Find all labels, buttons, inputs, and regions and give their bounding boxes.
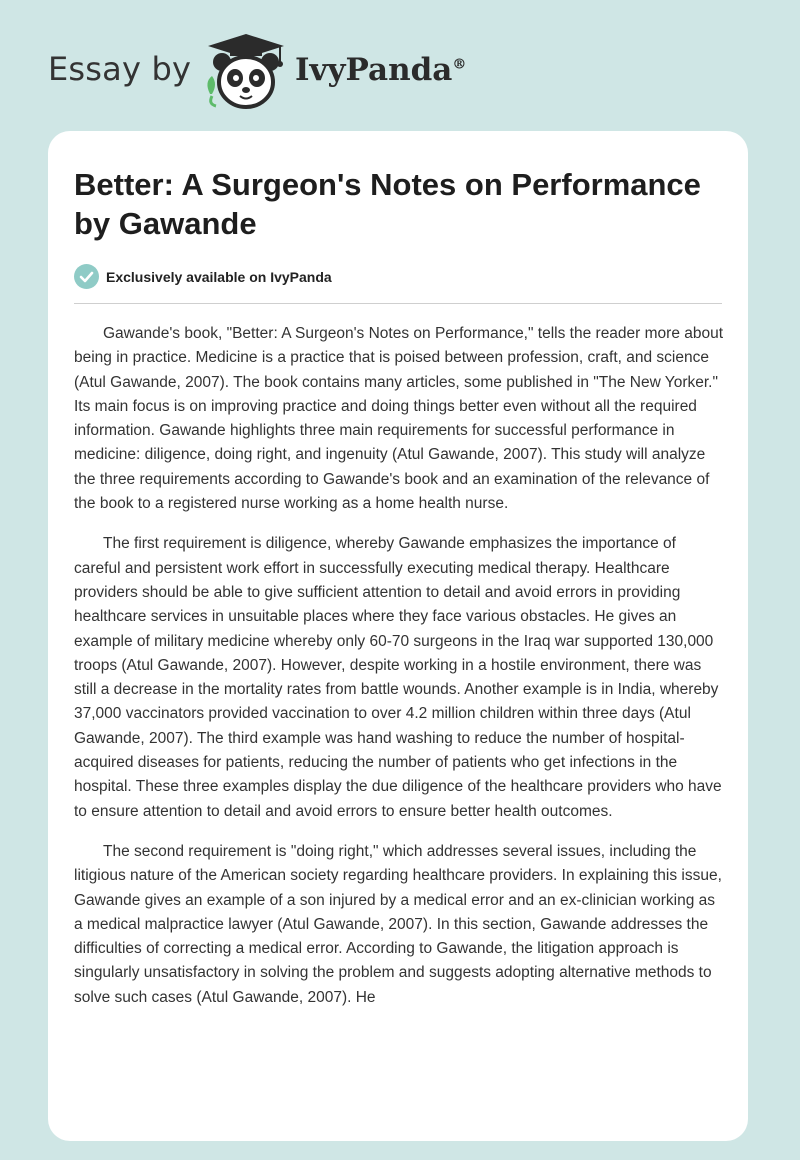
check-circle-icon xyxy=(74,264,99,289)
site-header xyxy=(48,30,508,110)
brand-name[interactable] xyxy=(295,52,466,88)
essay-paragraph: The second requirement is "doing right," which addresses several issues, including the litigious nature of the American society regarding healthcare providers. In explaining this issue, Gawande gives an example of a son injured by a medical error and an ex-clinician working as a medical malpractice lawyer (Atul Gawande, 2007). In this section, Gawande addresses the difficulties of correcting a medical error. According to Gawande, the litigation approach is singularly unsatisfactory in solving the problem and suggests adopting alternative methods to solve such cases (Atul Gawande, 2007). He xyxy=(74,842,722,1006)
essay-body xyxy=(74,322,724,1026)
essay-title: Better: A Surgeon's Notes on Performance by Gawande xyxy=(74,167,701,241)
panda-logo-icon[interactable] xyxy=(202,32,290,110)
brand-name-text: IvyPanda xyxy=(295,52,453,88)
essay-paragraph: Gawande's book, "Better: A Surgeon's Notes on Performance," tells the reader more about being in practice. Medicine is a practice that is poised between profession, craft, and science (Atul Gawande, 2007). The book contains many articles, some published in "The New Yorker." Its main focus is on improving practice and doing things better even without all the required information. Gawande highlights three main requirements for successful performance in medicine: diligence, doing right, and ingenuity (Atul Gawande, 2007). This study will analyze the three requirements according to Gawande's book and an examination of the relevance of the book to a registered nurse working as a home health nurse. xyxy=(74,325,724,513)
exclusive-badge-label: Exclusively available on IvyPanda xyxy=(106,269,332,285)
brand-prefix: Essay by xyxy=(48,50,192,88)
essay-paragraph: The first requirement is diligence, whereby Gawande emphasizes the importance of careful and persistent work effort in successfully executing medical therapy. Healthcare providers should be able to give sufficient attention to detail and avoid errors in providing healthcare services in unsuitable places where they face various obstacles. He gives an example of military medicine whereby only 60-70 surgeons in the Iraq war supported 130,000 troops (Atul Gawande, 2007). However, despite working in a hostile environment, there was still a decrease in the mortality rates from battle wounds. Another example is in India, whereby 37,000 vaccinators provided vaccination to over 4.2 million children within three days (Atul Gawande, 2007). The third example was hand washing to reduce the number of hospital-acquired diseases for patients, reducing the number of patients who get infections in the hospital. These three examples display the due diligence of the healthcare providers who have to ensure attention to detail and avoid errors to ensure better health outcomes. xyxy=(74,535,722,820)
header-divider xyxy=(74,303,722,304)
registered-mark: ® xyxy=(452,56,467,73)
essay-card xyxy=(48,131,748,1141)
